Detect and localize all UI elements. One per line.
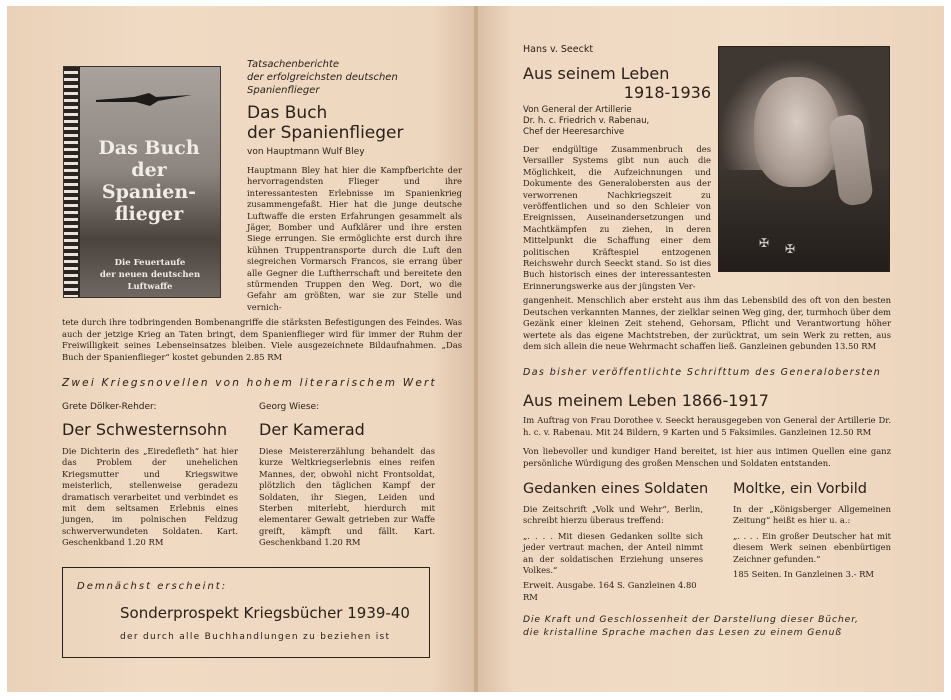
feature-intro-line: der erfolgreichsten deutschen (247, 72, 398, 83)
feature-title-line: Das Buch (247, 103, 328, 123)
novella-author: Georg Wiese: (259, 401, 320, 412)
memoir-body: Im Auftrag von Frau Dorothee v. Seeckt herausgegeben von General der Artillerie Dr. h. c. v. Rabenau. Mit 24 Bildern, 9 Karten und 5 Faksimiles. Ganzleinen 12.50 RM (523, 415, 891, 437)
right-title: Aus seinem Leben (523, 64, 670, 83)
book-cover-title-line: flieger (114, 203, 184, 225)
novella-author: Grete Dölker-Rehder: (62, 401, 157, 412)
right-byline (523, 105, 711, 138)
feature-body-narrow: Hauptmann Bley hat hier die Kampfberichte der hervorragendsten Flieger und ihre interessantesten Erlebnisse im Spanienkrieg zusammengefaßt. Hier hat die junge deutsche Luftwaffe die ersten Erfahrungen gesammelt als Jäger, Bomber und Aufklärer und ihre ersten Siege errungen. Sie ermöglichte erst durch ihre kühnen Truppentransporte durch die Luft den siegreichen Vormarsch Francos, sie errang über alle Gegner die Luftherrschaft und bereitete den stürmenden Truppen den Weg. Dort, wo die Gefahr am größten, war sie zur Stelle und vernich- (247, 165, 462, 312)
book-title: Moltke, ein Vorbild (733, 480, 867, 497)
right-author: Hans v. Seeckt (523, 44, 594, 55)
right-header-column (523, 44, 711, 292)
book-spine (64, 67, 80, 297)
book-cover-image (63, 66, 221, 298)
medal-icon: ✠ (785, 242, 796, 256)
book-cover-subtitle (80, 257, 220, 293)
closing-line: Die Kraft und Geschlossenheit der Darstellung dieser Bücher, (523, 614, 859, 626)
book-gedanken (523, 480, 709, 603)
byline-line: Dr. h. c. Friedrich v. Rabenau, (523, 116, 650, 126)
novella-title: Der Schwesternsohn (62, 419, 228, 439)
right-body-wide: gangenheit. Menschlich aber ersteht aus ihm das Lebensbild des oft von den besten Deutschen verkannten Mannes, der zielklar seinen Weg ging, der, turmhoch über dem Gezänk einer kleinen Zeit stehend, Gehorsam, Pflicht und Verantwortung höher wertete als das eigene Machtstreben, der zurücktrat, um sein Werk zu retten, aus dem sich allein die neue Wehrmacht schaffen ließ. Ganzleinen gebunden 13.50 RM (523, 295, 891, 351)
medal-icon: ✠ (759, 236, 770, 250)
memoir-review: Von liebevoller und kundiger Hand bereitet, ist hier aus intimen Quellen eine ganz persönliche Würdigung des großen Menschen und Soldaten entstanden. (523, 446, 891, 468)
book-quote: „. . . . Mit diesen Gedanken sollte sich jeder vertraut machen, der Anteil nimmt an der soldatischen Erziehung unseres Volkes.“ (523, 530, 703, 575)
book-moltke (733, 481, 891, 603)
book-cover-subtitle-line: Die Feuertaufe (114, 258, 186, 268)
novella-title: Der Kamerad (259, 419, 365, 439)
feature-title-line: der Spanienflieger (247, 123, 404, 143)
novella-body: Diese Meistererzählung behandelt das kurze Weltkriegserlebnis eines reifen Mannes, der, obwohl nicht Frontsoldat, plötzlich den täglichen Kampf der Soldaten, ihr Siegen, Leiden und Sterben miterlebt, hierdurch mit elementarer Gewalt getrieben zur Waffe greift, kämpft und fällt. Kart. Geschenkband 1.20 RM (259, 445, 435, 548)
closing-statement (523, 613, 891, 639)
byline-line: Chef der Heeresarchive (523, 127, 625, 137)
novellas-heading: Zwei Kriegsnovellen von hohem literarischem Wert (62, 376, 437, 389)
memoir-title: Aus meinem Leben 1866-1917 (523, 391, 769, 411)
book-intro: In der „Königsberger Allgemeinen Zeitung“ heißt es hier u. a.: (733, 503, 891, 526)
airplane-icon (94, 91, 194, 109)
closing-line: die kristalline Sprache machen das Lesen zu einem Genuß (523, 627, 842, 639)
announcement-box (62, 567, 430, 658)
announcement-subtitle: der durch alle Buchhandlungen zu beziehen ist (120, 632, 391, 642)
novella-kamerad (259, 402, 435, 549)
book-price: 185 Seiten. In Ganzleinen 3.- RM (733, 568, 874, 579)
feature-column (247, 58, 462, 313)
feature-intro-line: Tatsachenberichte (247, 59, 340, 70)
book-cover-title-line: Das Buch (98, 137, 200, 159)
book-title: Gedanken eines Soldaten (523, 480, 709, 497)
byline-line: Von General der Artillerie (523, 105, 632, 115)
published-heading: Das bisher veröffentlichte Schrifttum des Generalobersten (523, 367, 882, 379)
feature-author: von Hauptmann Wulf Bley (247, 147, 365, 157)
portrait-image (718, 46, 890, 272)
books-row (523, 481, 891, 603)
right-body-narrow: Der endgültige Zusammenbruch des Versailler Systems gibt nun auch die Möglichkeit, die Aufzeichnungen und Dokumente des Generalobersten aus der verworrenen Nachkriegszeit zu veröffentlichen und so den Schleier von Ereignissen, Auseinandersetzungen und Machtkämpfen zu ziehen, in deren Mittelpunkt die Schaffung einer dem politischen Kräftespiel entzogenen Reichswehr durch Seeckt stand. So ist dies Buch historisch eines der interessantesten Erinnerungswerke aus der jüngsten Ver- (523, 144, 711, 291)
announcement-title: Sonderprospekt Kriegsbücher 1939-40 (120, 604, 410, 622)
right-lower-column (523, 295, 891, 639)
announcement-label: Demnächst erscheint: (77, 581, 228, 592)
feature-body-wide: tete durch ihre todbringenden Bombenangriffe die stärksten Befestigungen des Feindes. Was auch der jetzige Krieg an Taten bringt, dem Spanienflieger wird für immer der Ruhm der Freiwilligkeit seines Lebenseinsatzes bleiben. Viele ausgezeichnete Bildaufnahmen. „Das Buch der Spanienflieger“ kostet gebunden 2.85 RM (62, 317, 462, 362)
book-gutter (474, 6, 478, 692)
book-cover-subtitle-line: der neuen deutschen Luftwaffe (99, 270, 201, 292)
feature-intro-line: Spanienflieger (247, 85, 320, 96)
book-quote: „. . . . Ein großer Deutscher hat mit diesem Werk seinen ebenbürtigen Zeichner gefunden.“ (733, 530, 891, 564)
novella-body: Die Dichterin des „Eiredefleth“ hat hier das Problem der unehelichen Kriegsmutter und Kriegswitwe meisterlich, stellenweise geradezu dramatisch verarbeitet und verbindet es mit dem seltsamen Erlebnis eines jungen, im polnischen Feldzug schwerverwundeten Soldaten. Kart. Geschenkband 1.20 RM (62, 445, 238, 548)
portrait-face (754, 77, 839, 187)
book-cover-title-line: der Spanien- (101, 159, 197, 203)
book-cover-title (84, 137, 214, 225)
feature-title (247, 103, 462, 143)
book-price: Erweit. Ausgabe. 164 S. Ganzleinen 4.80 RM (523, 580, 697, 602)
right-years: 1918-1936 (623, 83, 711, 102)
book-intro: Die Zeitschrift „Volk und Wehr“, Berlin, schreibt hierzu überaus treffend: (523, 503, 703, 526)
feature-intro (247, 58, 462, 97)
novella-schwesternsohn (62, 402, 238, 549)
